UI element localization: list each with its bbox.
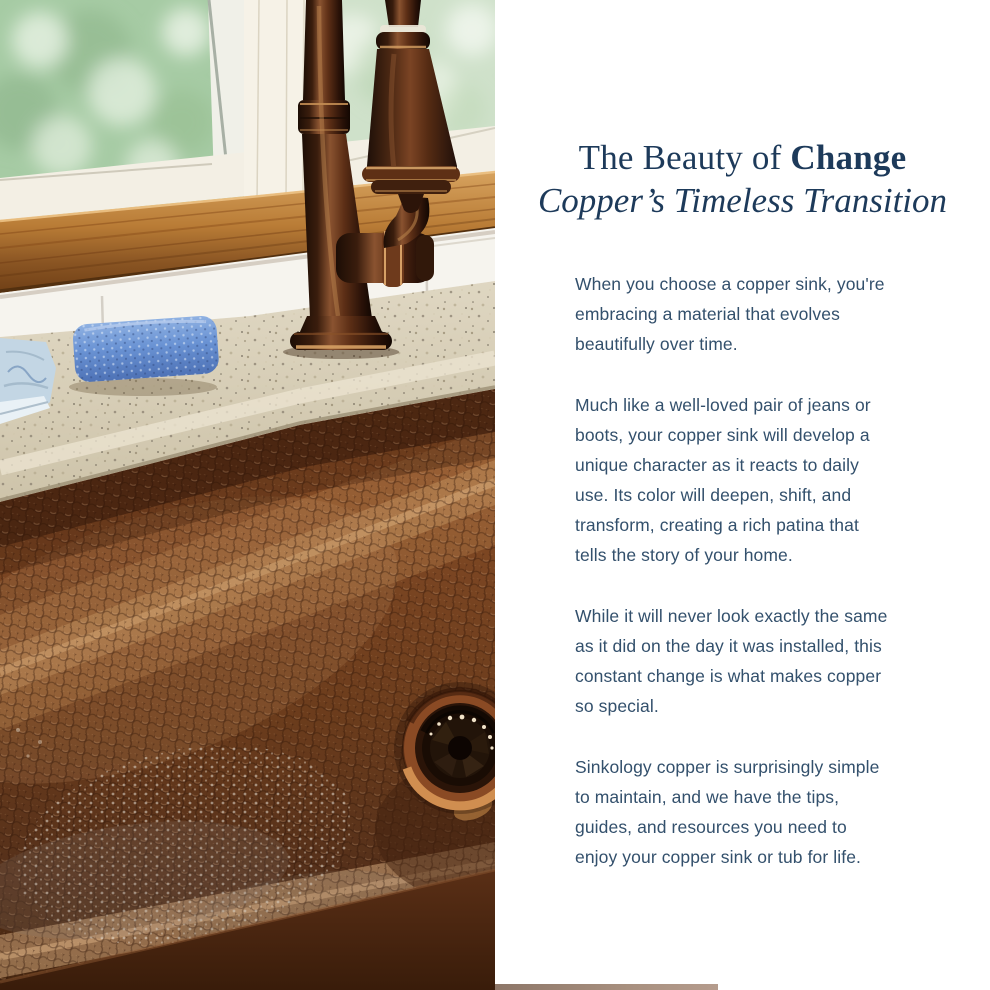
text-line: enjoy your copper sink or tub for life. bbox=[575, 847, 861, 867]
text-line: Sinkology copper is surprisingly simple bbox=[575, 757, 880, 777]
text-line: guides, and resources you need to bbox=[575, 817, 847, 837]
page-subtitle: Copper’s Timeless Transition bbox=[537, 181, 948, 220]
text-line: unique character as it reacts to daily bbox=[575, 455, 859, 475]
text-line: to maintain, and we have the tips, bbox=[575, 787, 840, 807]
content-panel bbox=[495, 0, 990, 990]
title-line bbox=[495, 136, 990, 179]
text-line: as it did on the day it was installed, this bbox=[575, 636, 882, 656]
text-line: transform, creating a rich patina that bbox=[575, 515, 859, 535]
title-emphasis: Change bbox=[790, 138, 907, 177]
paragraph-change bbox=[575, 601, 945, 721]
text-line: constant change is what makes copper bbox=[575, 666, 882, 686]
text-line: Much like a well-loved pair of jeans or bbox=[575, 395, 871, 415]
text-line: use. Its color will deepen, shift, and bbox=[575, 485, 852, 505]
title-regular: The Beauty of bbox=[578, 138, 791, 177]
page-title bbox=[495, 136, 990, 222]
text-line: boots, your copper sink will develop a bbox=[575, 425, 870, 445]
photo-edge-strip bbox=[495, 984, 718, 990]
faucet-riser bbox=[303, 0, 345, 100]
text-line: When you choose a copper sink, you're bbox=[575, 274, 885, 294]
text-line: so special. bbox=[575, 696, 659, 716]
paragraph-patina bbox=[575, 390, 945, 570]
body-copy bbox=[575, 269, 945, 903]
disposal-guard bbox=[430, 718, 490, 778]
text-line: beautifully over time. bbox=[575, 334, 738, 354]
text-line: While it will never look exactly the same bbox=[575, 606, 888, 626]
sponge bbox=[69, 315, 220, 396]
paragraph-intro bbox=[575, 269, 945, 359]
text-line: embracing a material that evolves bbox=[575, 304, 840, 324]
paragraph-maintenance bbox=[575, 752, 945, 872]
text-line: tells the story of your home. bbox=[575, 545, 793, 565]
